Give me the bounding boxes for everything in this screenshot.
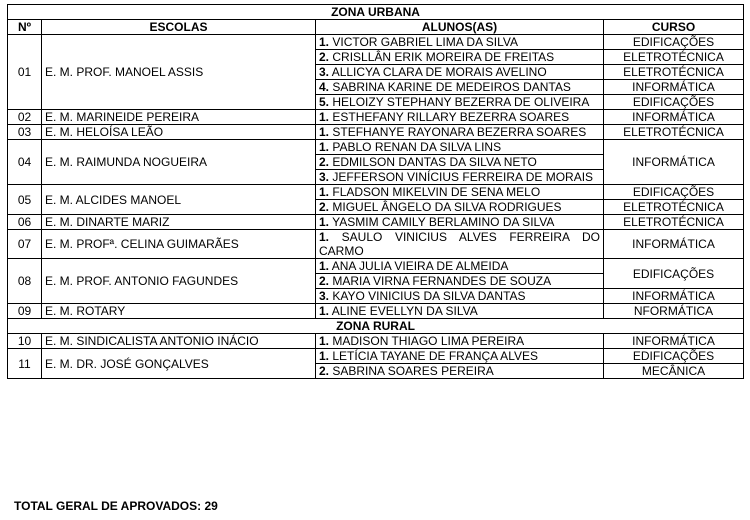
student-cell <box>316 274 604 289</box>
header-num: Nº <box>8 20 42 35</box>
school-number: 05 <box>8 185 42 215</box>
student-index: 3. <box>319 65 330 79</box>
student-cell <box>316 364 604 379</box>
school-number: 08 <box>8 259 42 304</box>
student-cell <box>316 170 604 185</box>
table-row <box>8 125 744 140</box>
student-index: 3. <box>319 289 330 303</box>
table-row <box>8 304 744 319</box>
student-index: 2. <box>319 50 330 64</box>
course-cell: INFORMÁTICA <box>604 334 744 349</box>
zone-rural-label: ZONA RURAL <box>8 319 744 334</box>
student-index: 1. <box>319 110 330 124</box>
school-number: 02 <box>8 110 42 125</box>
student-name: MIGUEL ÂNGELO DA SILVA RODRIGUES <box>332 200 562 214</box>
course-cell: ELETROTÉCNICA <box>604 125 744 140</box>
student-cell <box>316 200 604 215</box>
student-name: EDMILSON DANTAS DA SILVA NETO <box>332 155 537 169</box>
student-cell <box>316 334 604 349</box>
student-name: JEFFERSON VINÍCIUS FERREIRA DE MORAIS <box>332 170 594 184</box>
student-cell <box>316 125 604 140</box>
total-approved: TOTAL GERAL DE APROVADOS: 29 <box>14 499 218 513</box>
zone-urban-label: ZONA URBANA <box>8 5 744 20</box>
course-cell: INFORMÁTICA <box>604 289 744 304</box>
student-cell <box>316 35 604 50</box>
student-index: 4. <box>319 80 330 94</box>
student-index: 2. <box>319 200 330 214</box>
student-name: HELOIZY STEPHANY BEZERRA DE OLIVEIRA <box>332 95 590 109</box>
school-number: 06 <box>8 215 42 230</box>
approved-students-table <box>7 4 744 379</box>
student-index: 1. <box>319 125 330 139</box>
school-name: E. M. HELOÍSA LEÃO <box>42 125 316 140</box>
table-row <box>8 230 744 259</box>
school-number: 04 <box>8 140 42 185</box>
student-name: ESTHEFANY RILLARY BEZERRA SOARES <box>332 110 570 124</box>
table-row <box>8 215 744 230</box>
student-index: 2. <box>319 274 330 288</box>
course-cell: ELETROTÉCNICA <box>604 215 744 230</box>
school-name: E. M. DR. JOSÉ GONÇALVES <box>42 349 316 379</box>
student-name: YASMIM CAMILY BERLAMINO DA SILVA <box>332 215 555 229</box>
student-index: 3. <box>319 170 330 184</box>
student-index: 5. <box>319 95 330 109</box>
student-name: PABLO RENAN DA SILVA LINS <box>332 140 502 154</box>
student-name: VICTOR GABRIEL LIMA DA SILVA <box>332 35 518 49</box>
table-row <box>8 140 744 155</box>
school-number: 07 <box>8 230 42 259</box>
table-header-row <box>8 20 744 35</box>
student-index: 1. <box>319 334 330 348</box>
student-cell <box>316 80 604 95</box>
student-name: ALINE EVELLYN DA SILVA <box>331 304 478 318</box>
school-name: E. M. MARINEIDE PEREIRA <box>42 110 316 125</box>
student-index: 1. <box>319 215 330 229</box>
student-index: 1. <box>319 230 330 244</box>
student-cell <box>316 95 604 110</box>
course-cell: NFORMÁTICA <box>604 304 744 319</box>
header-course: CURSO <box>604 20 744 35</box>
course-cell: MECÂNICA <box>604 364 744 379</box>
course-cell: EDIFICAÇÕES <box>604 95 744 110</box>
student-cell <box>316 50 604 65</box>
student-cell <box>316 230 604 259</box>
course-cell: EDIFICAÇÕES <box>604 259 744 289</box>
student-name: SABRINA KARINE DE MEDEIROS DANTAS <box>332 80 571 94</box>
zone-urban-row <box>8 5 744 20</box>
student-cell <box>316 140 604 155</box>
student-cell <box>316 289 604 304</box>
student-name: SAULO VINICIUS ALVES FERREIRA DO CARMO <box>319 230 600 258</box>
student-name: ANA JULIA VIEIRA DE ALMEIDA <box>331 259 509 273</box>
student-name: FLADSON MIKELVIN DE SENA MELO <box>332 185 541 199</box>
table-row <box>8 334 744 349</box>
document-page <box>7 4 743 513</box>
course-cell: INFORMÁTICA <box>604 110 744 125</box>
student-cell <box>316 185 604 200</box>
school-number: 10 <box>8 334 42 349</box>
student-index: 2. <box>319 364 330 378</box>
student-index: 1. <box>319 185 330 199</box>
student-name: KAYO VINICIUS DA SILVA DANTAS <box>332 289 526 303</box>
school-number: 03 <box>8 125 42 140</box>
school-name: E. M. ROTARY <box>42 304 316 319</box>
student-cell <box>316 215 604 230</box>
school-number: 11 <box>8 349 42 379</box>
school-name: E. M. DINARTE MARIZ <box>42 215 316 230</box>
student-index: 1. <box>319 349 330 363</box>
school-number: 01 <box>8 35 42 110</box>
table-row <box>8 259 744 274</box>
school-name: E. M. PROFª. CELINA GUIMARÃES <box>42 230 316 259</box>
student-cell <box>316 304 604 319</box>
student-name: LETÍCIA TAYANE DE FRANÇA ALVES <box>332 349 538 363</box>
school-name: E. M. ALCIDES MANOEL <box>42 185 316 215</box>
school-name: E. M. PROF. ANTONIO FAGUNDES <box>42 259 316 304</box>
student-cell <box>316 110 604 125</box>
student-name: MARIA VIRNA FERNANDES DE SOUZA <box>332 274 552 288</box>
student-index: 1. <box>319 259 330 273</box>
course-cell: INFORMÁTICA <box>604 140 744 185</box>
course-cell: EDIFICAÇÕES <box>604 35 744 50</box>
student-index: 1. <box>319 35 330 49</box>
student-index: 1. <box>319 304 330 318</box>
student-index: 1. <box>319 140 330 154</box>
school-name: E. M. SINDICALISTA ANTONIO INÁCIO <box>42 334 316 349</box>
zone-rural-row <box>8 319 744 334</box>
student-name: CRISLLÂN ERIK MOREIRA DE FREITAS <box>332 50 555 64</box>
student-name: SABRINA SOARES PEREIRA <box>332 364 494 378</box>
school-name: E. M. RAIMUNDA NOGUEIRA <box>42 140 316 185</box>
course-cell: EDIFICAÇÕES <box>604 349 744 364</box>
student-cell <box>316 65 604 80</box>
header-students: ALUNOS(AS) <box>316 20 604 35</box>
table-row <box>8 110 744 125</box>
course-cell: INFORMÁTICA <box>604 230 744 259</box>
course-cell: ELETROTÉCNICA <box>604 65 744 80</box>
student-cell <box>316 259 604 274</box>
course-cell: ELETROTÉCNICA <box>604 50 744 65</box>
table-row <box>8 185 744 200</box>
student-name: STEFHANYE RAYONARA BEZERRA SOARES <box>332 125 587 139</box>
student-name: MADISON THIAGO LIMA PEREIRA <box>332 334 525 348</box>
course-cell: EDIFICAÇÕES <box>604 185 744 200</box>
table-row <box>8 349 744 364</box>
student-cell <box>316 349 604 364</box>
student-name: ALLICYA CLARA DE MORAIS AVELINO <box>331 65 547 79</box>
student-index: 2. <box>319 155 330 169</box>
table-row <box>8 35 744 50</box>
school-name: E. M. PROF. MANOEL ASSIS <box>42 35 316 110</box>
school-number: 09 <box>8 304 42 319</box>
course-cell: INFORMÁTICA <box>604 80 744 95</box>
student-cell <box>316 155 604 170</box>
header-school: ESCOLAS <box>42 20 316 35</box>
course-cell: ELETROTÉCNICA <box>604 200 744 215</box>
